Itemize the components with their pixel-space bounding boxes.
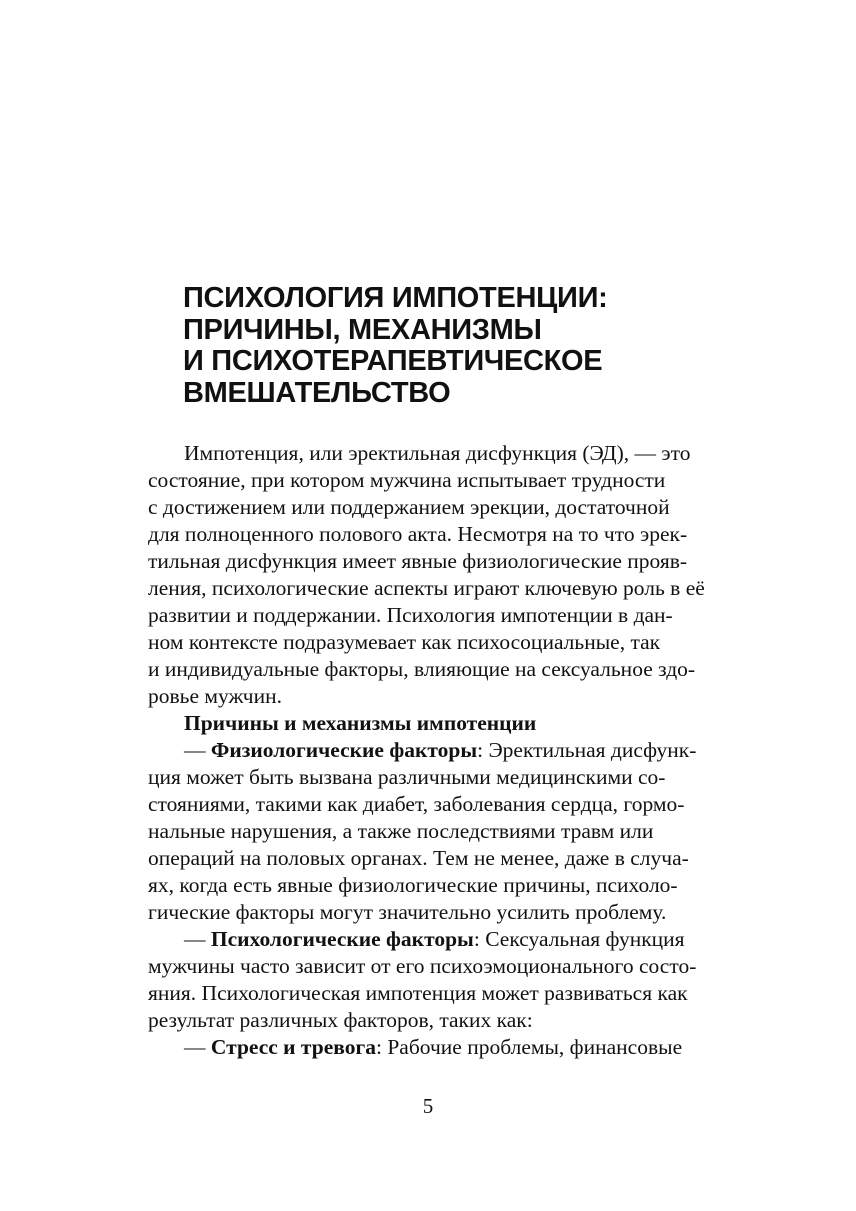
chapter-title-line: ВМЕШАТЕЛЬСТВО [183, 376, 451, 409]
list-item-lead: : Эректильная дисфунк- [477, 738, 697, 762]
list-item-lead: : Рабочие проблемы, финансовые [375, 1035, 683, 1059]
list-dash: — [184, 1035, 211, 1059]
psychological-factors-item [148, 926, 748, 953]
chapter-title-line: И ПСИХОТЕРАПЕВТИЧЕСКОЕ [183, 345, 603, 377]
list-item-term: Физиологические факторы [210, 738, 478, 762]
list-item-lead: : Сексуальная функция [473, 927, 685, 951]
list-item-term: Психологические факторы [210, 927, 474, 951]
intro-paragraph-line: тильная дисфункция имеет явные физиологические прояв- [148, 549, 688, 573]
physiological-factors-line: гические факторы могут значительно усилить проблему. [148, 900, 667, 924]
physiological-factors-line: ция может быть вызвана различными медицинскими со- [148, 765, 666, 789]
physiological-factors-line: стояниями, такими как диабет, заболевания сердца, гормо- [148, 792, 685, 816]
physiological-factors-line: операций на половых органах. Тем не менее, даже в случа- [148, 846, 689, 870]
physiological-factors-line: ях, когда есть явные физиологические причины, психоло- [148, 873, 678, 897]
list-dash: — [184, 738, 211, 762]
list-item-term: Стресс и тревога [210, 1035, 376, 1059]
chapter-title-line: ПРИЧИНЫ, МЕХАНИЗМЫ [183, 313, 542, 346]
intro-paragraph-line: и индивидуальные факторы, влияющие на сексуальное здо- [148, 657, 696, 681]
page-number: 5 [422, 1094, 434, 1118]
intro-paragraph-line: ления, психологические аспекты играют ключевую роль в её [148, 576, 705, 600]
intro-paragraph-line: развитии и поддержании. Психология импотенции в дан- [148, 603, 673, 627]
stress-anxiety-item [148, 1034, 748, 1061]
psychological-factors-line: яния. Психологическая импотенция может развиваться как [148, 981, 688, 1005]
intro-paragraph-line: с достижением или поддержанием эрекции, достаточной [148, 495, 670, 519]
physiological-factors-line: нальные нарушения, а также последствиями травм или [148, 819, 654, 843]
section-heading: Причины и механизмы импотенции [184, 711, 537, 735]
intro-paragraph-line: ровье мужчин. [148, 684, 282, 708]
chapter-title [183, 283, 743, 409]
intro-paragraph-line: Импотенция, или эректильная дисфункция (ЭД), — это [184, 441, 691, 465]
physiological-factors-item [148, 737, 748, 764]
psychological-factors-line: мужчины часто зависит от его психоэмоционального состо- [148, 954, 697, 978]
intro-paragraph-line: состояние, при котором мужчина испытывает трудности [148, 468, 666, 492]
chapter-title-line: ПСИХОЛОГИЯ ИМПОТЕНЦИИ: [183, 282, 608, 314]
list-dash: — [184, 927, 211, 951]
body-text [148, 440, 748, 1061]
intro-paragraph-line: для полноценного полового акта. Несмотря на то что эрек- [148, 522, 688, 546]
intro-paragraph-line: ном контексте подразумевает как психосоциальные, так [148, 630, 661, 654]
psychological-factors-line: результат различных факторов, таких как: [148, 1008, 533, 1032]
